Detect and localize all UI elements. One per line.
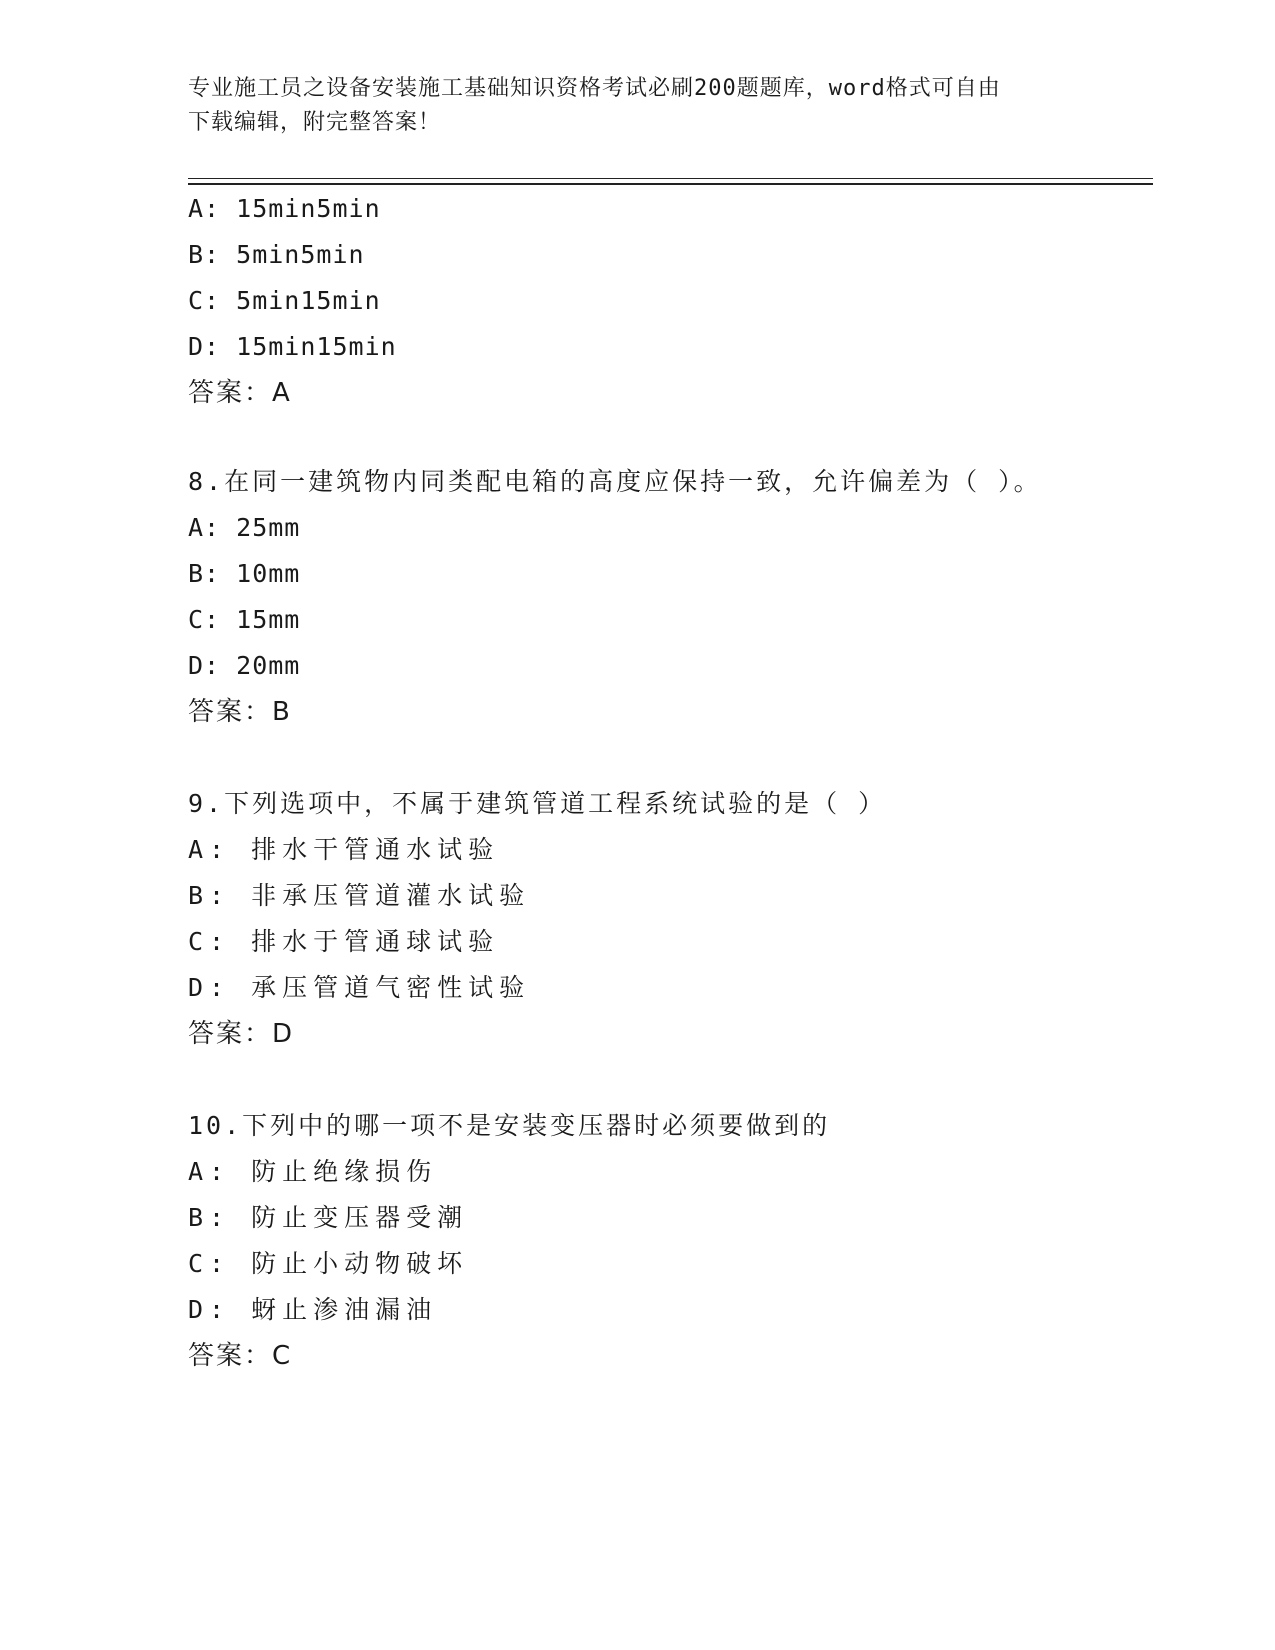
option-b: B: 10mm: [188, 559, 301, 588]
answer-line: 答案：D: [188, 1019, 295, 1049]
option-d: D: 15min15min: [188, 332, 397, 361]
question-text: 8.在同一建筑物内同类配电箱的高度应保持一致，允许偏差为（ ）。: [188, 467, 1042, 496]
question-block-7: [188, 186, 1148, 416]
answer-line: 答案：A: [188, 378, 292, 408]
option-b: B: 5min5min: [188, 240, 365, 269]
option-c: C: 防止小动物破坏: [188, 1249, 469, 1278]
option-d: D: 蚜止渗油漏油: [188, 1295, 438, 1324]
question-block-10: [188, 1103, 1148, 1379]
question-block-9: [188, 781, 1148, 1057]
question-text: 9.下列选项中，不属于建筑管道工程系统试验的是（ ）: [188, 789, 887, 818]
option-a: A: 25mm: [188, 513, 301, 542]
option-a: A: 15min5min: [188, 194, 381, 223]
header-divider-thin: [188, 178, 1153, 179]
option-c: C: 15mm: [188, 605, 301, 634]
answer-line: 答案：C: [188, 1341, 293, 1371]
option-c: C: 排水于管通球试验: [188, 927, 500, 956]
option-d: D: 承压管道气密性试验: [188, 973, 531, 1002]
question-block-8: [188, 459, 1148, 735]
option-a: A: 防止绝缘损伤: [188, 1157, 438, 1186]
header-line-1: 专业施工员之设备安装施工基础知识资格考试必刷200题题库，word格式可自由: [188, 76, 1001, 101]
option-c: C: 5min15min: [188, 286, 381, 315]
option-d: D: 20mm: [188, 651, 301, 680]
option-a: A: 排水干管通水试验: [188, 835, 500, 864]
header-divider-thick: [188, 183, 1153, 185]
question-text: 10.下列中的哪一项不是安装变压器时必须要做到的: [188, 1111, 831, 1140]
document-header: [188, 72, 1088, 140]
header-line-2: 下载编辑，附完整答案！: [188, 110, 442, 135]
answer-line: 答案：B: [188, 697, 292, 727]
option-b: B: 非承压管道灌水试验: [188, 881, 531, 910]
option-b: B: 防止变压器受潮: [188, 1203, 469, 1232]
